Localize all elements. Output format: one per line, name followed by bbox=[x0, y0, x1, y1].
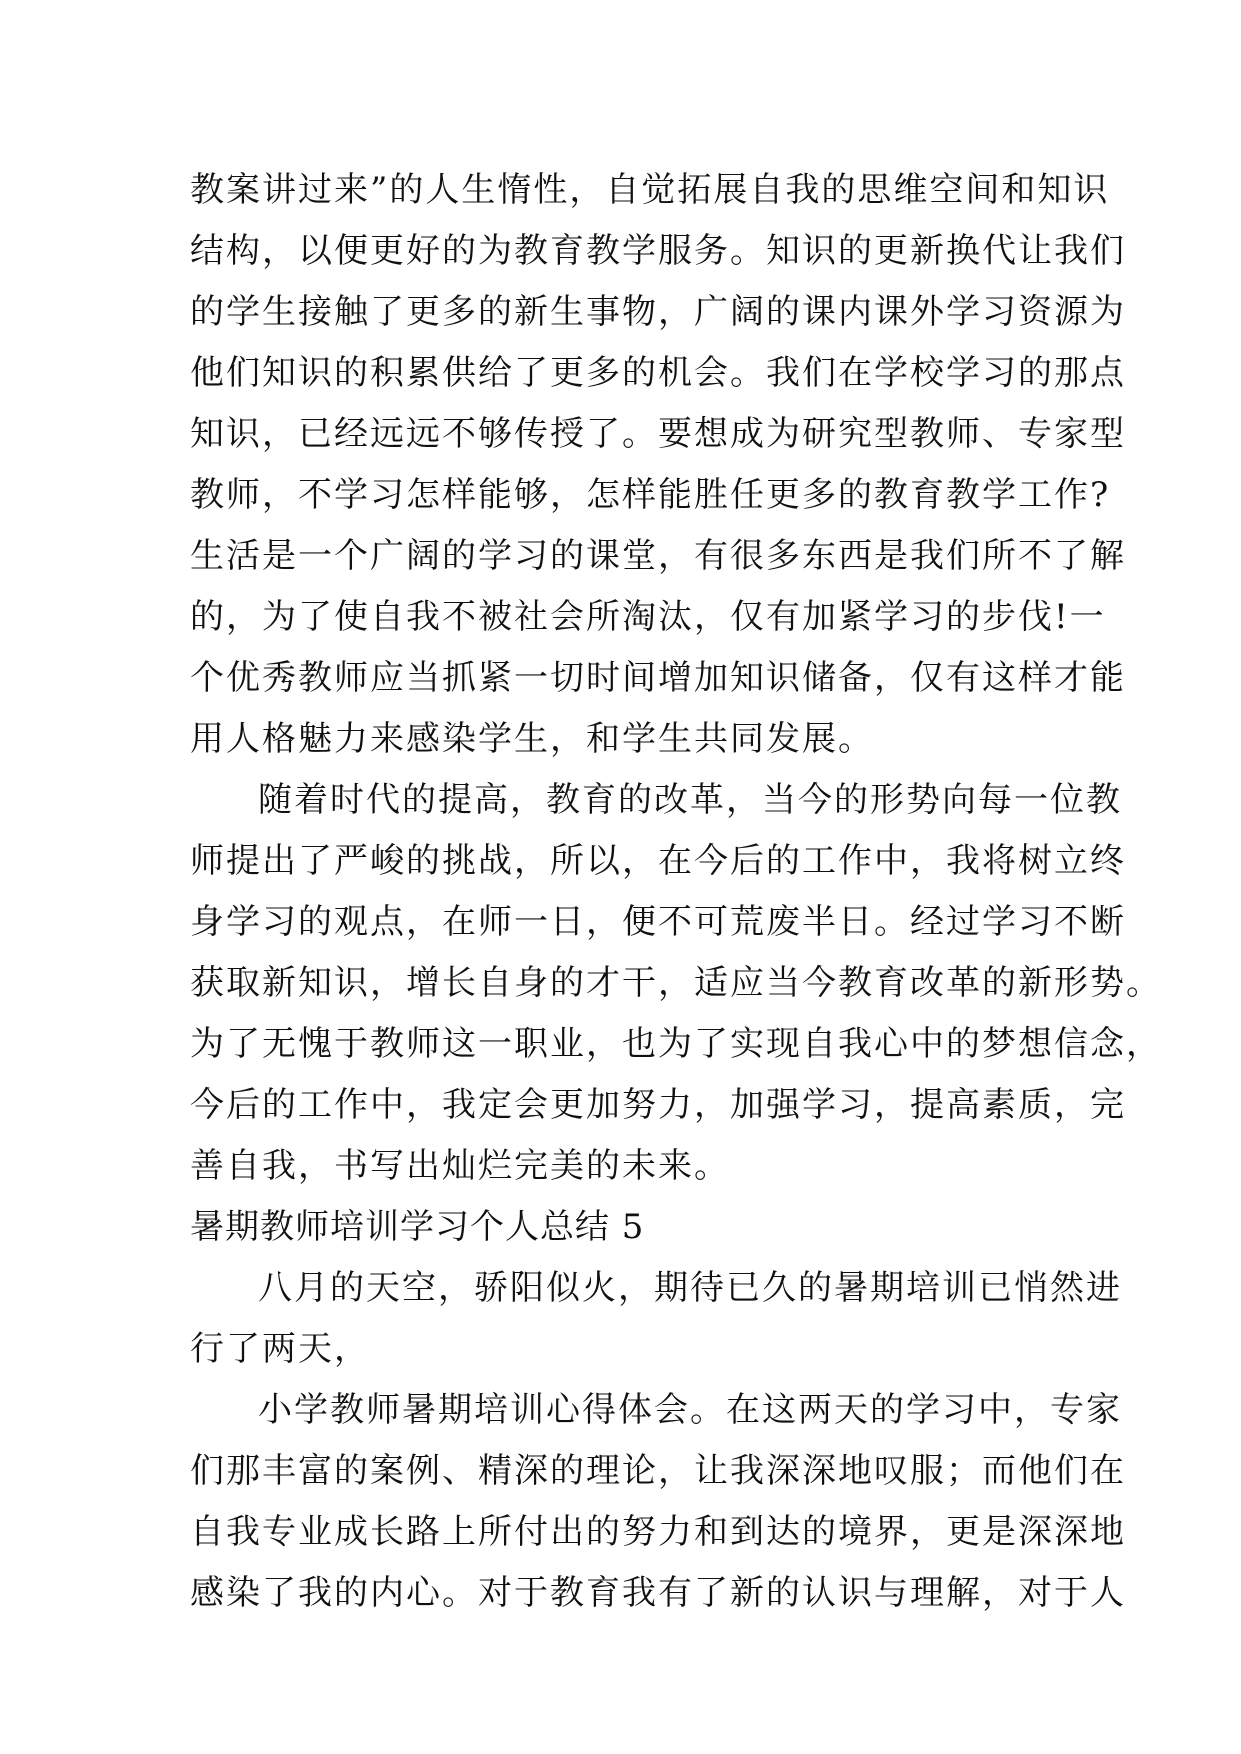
text-line: 结构，以便更好的为教育教学服务。知识的更新换代让我们 bbox=[190, 231, 1126, 271]
text-line: 个优秀教师应当抓紧一切时间增加知识储备，仅有这样才能 bbox=[190, 658, 1126, 698]
text-line: 教案讲过来”的人生惰性，自觉拓展自我的思维空间和知识 bbox=[190, 170, 1110, 210]
text-line: 知识，已经远远不够传授了。要想成为研究型教师、专家型 bbox=[190, 414, 1126, 454]
text-line: 们那丰富的案例、精深的理论，让我深深地叹服；而他们在 bbox=[190, 1451, 1126, 1491]
text-line: 的，为了使自我不被社会所淘汰，仅有加紧学习的步伐!一 bbox=[190, 597, 1106, 637]
paragraph-first-line: 小学教师暑期培训心得体会。在这两天的学习中，专家 bbox=[258, 1390, 1122, 1430]
section-heading: 暑期教师培训学习个人总结 5 bbox=[190, 1207, 645, 1247]
text-line: 身学习的观点，在师一日，便不可荒废半日。经过学习不断 bbox=[190, 902, 1126, 942]
text-line: 自我专业成长路上所付出的努力和到达的境界，更是深深地 bbox=[190, 1512, 1126, 1552]
text-line: 获取新知识，增长自身的才干，适应当今教育改革的新形势。 bbox=[190, 963, 1162, 1003]
text-line: 行了两天， bbox=[190, 1329, 370, 1369]
text-line: 今后的工作中，我定会更加努力，加强学习，提高素质，完 bbox=[190, 1085, 1126, 1125]
document-body bbox=[190, 160, 1162, 1624]
text-line: 为了无愧于教师这一职业，也为了实现自我心中的梦想信念， bbox=[190, 1024, 1162, 1064]
text-line: 善自我，书写出灿烂完美的未来。 bbox=[190, 1146, 730, 1186]
paragraph-first-line: 八月的天空，骄阳似火，期待已久的暑期培训已悄然进 bbox=[258, 1268, 1122, 1308]
paragraph-first-line: 随着时代的提高，教育的改革，当今的形势向每一位教 bbox=[258, 780, 1122, 820]
text-line: 用人格魅力来感染学生，和学生共同发展。 bbox=[190, 719, 874, 759]
text-line: 教师，不学习怎样能够，怎样能胜任更多的教育教学工作? bbox=[190, 475, 1111, 515]
text-line: 师提出了严峻的挑战，所以，在今后的工作中，我将树立终 bbox=[190, 841, 1126, 881]
text-line: 的学生接触了更多的新生事物，广阔的课内课外学习资源为 bbox=[190, 292, 1126, 332]
text-line: 感染了我的内心。对于教育我有了新的认识与理解，对于人 bbox=[190, 1573, 1126, 1613]
text-line: 他们知识的积累供给了更多的机会。我们在学校学习的那点 bbox=[190, 353, 1126, 393]
text-line: 生活是一个广阔的学习的课堂，有很多东西是我们所不了解 bbox=[190, 536, 1126, 576]
